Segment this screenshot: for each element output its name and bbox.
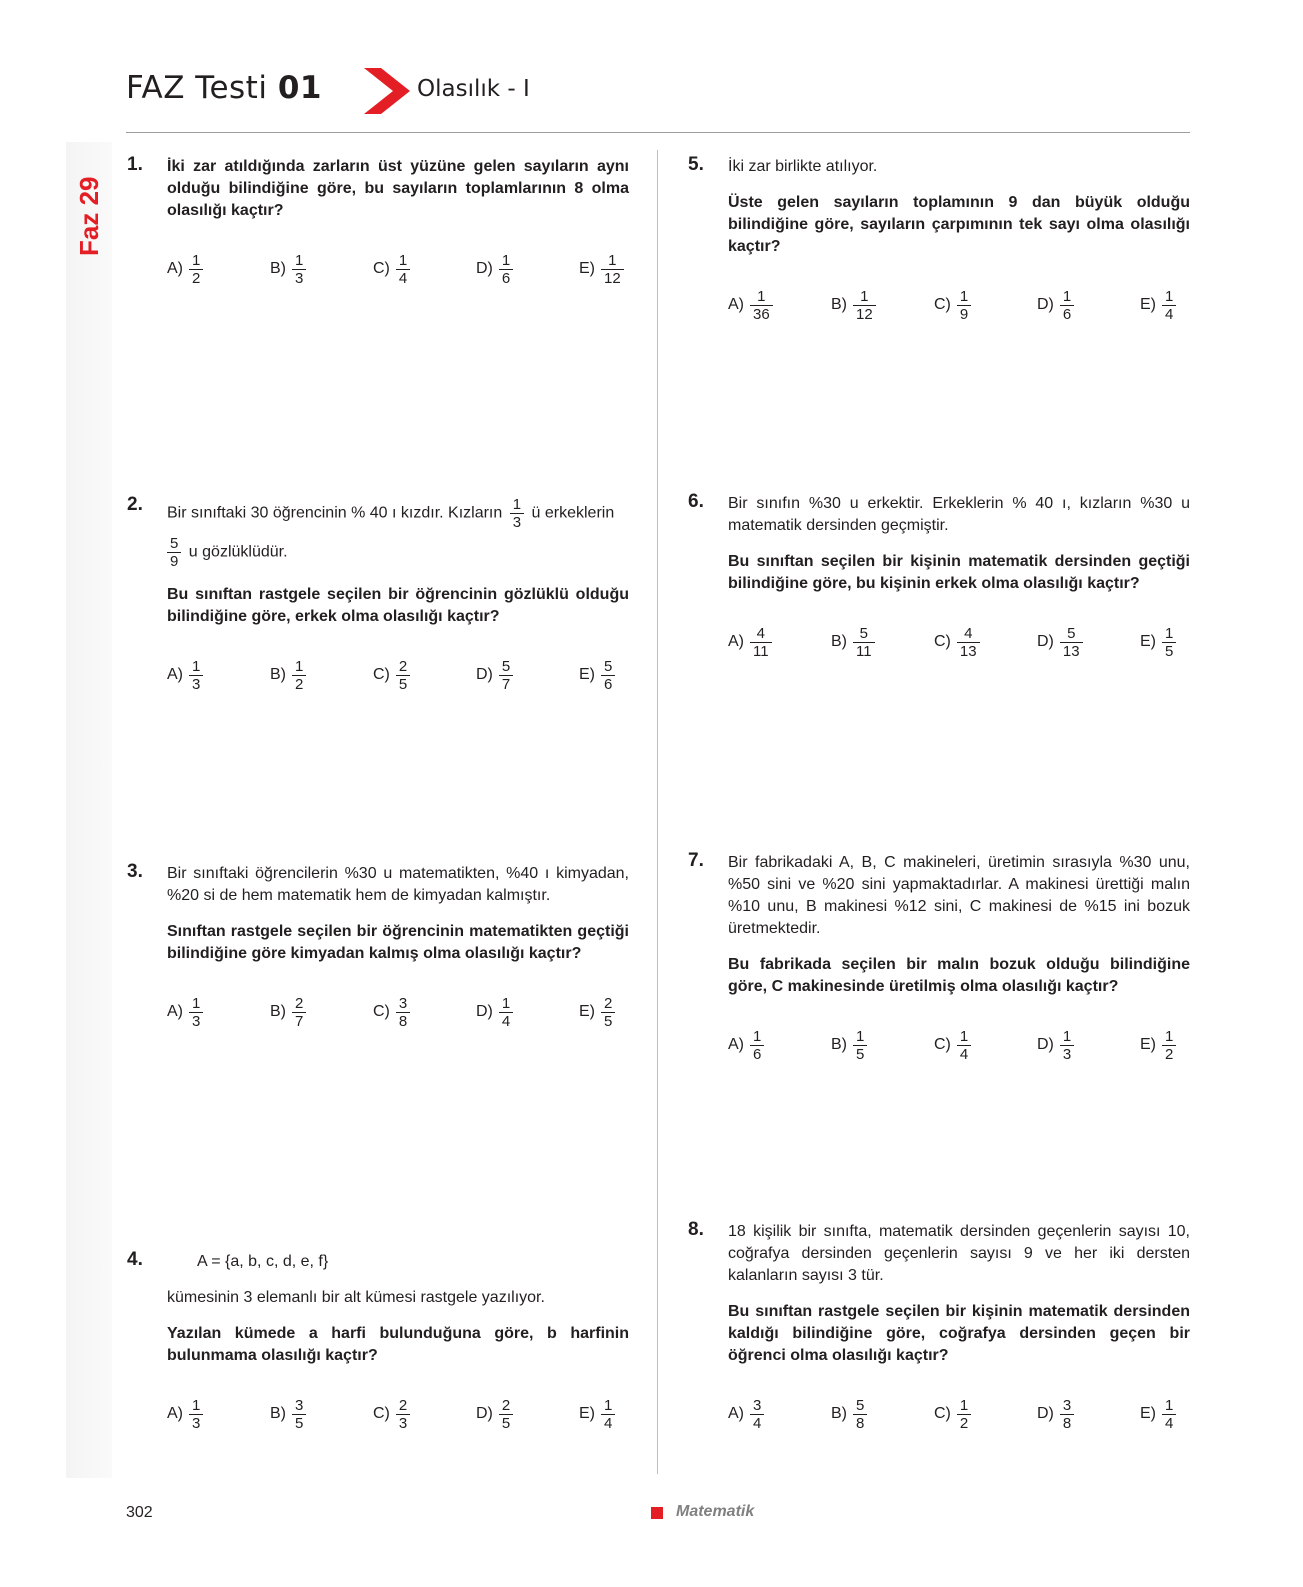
denominator: 4	[750, 1414, 764, 1432]
choice-label: E)	[1140, 633, 1156, 650]
denominator: 4	[499, 1012, 513, 1030]
denominator: 3	[1060, 1045, 1074, 1063]
numerator: 1	[295, 657, 304, 675]
numerator: 2	[604, 994, 613, 1012]
question-7	[688, 850, 1190, 1068]
choice-label: D)	[476, 260, 493, 277]
fraction	[1162, 625, 1176, 660]
denominator: 2	[1162, 1045, 1176, 1063]
answer-choice	[1037, 1391, 1074, 1437]
numerator: 5	[856, 1396, 865, 1414]
question-info: Bir sınıftaki öğrencilerin %30 u matematikten, %40 ı kimyadan, %20 si de hem matematik hem de kimyadan kalmıştır.	[167, 865, 629, 904]
denominator: 13	[957, 642, 980, 660]
answer-choice	[579, 989, 615, 1035]
denominator: 5	[499, 1414, 513, 1432]
denominator: 8	[853, 1414, 867, 1432]
fraction	[292, 1397, 306, 1432]
test-subtitle: Olasılık - I	[417, 76, 530, 102]
answer-choice	[934, 282, 971, 328]
choice-label: E)	[1140, 1036, 1156, 1053]
fraction	[1060, 288, 1074, 323]
numerator: 1	[959, 287, 969, 305]
denominator: 4	[1162, 305, 1176, 323]
fraction	[1060, 625, 1083, 660]
denominator: 3	[189, 1012, 203, 1030]
faz-side-label	[70, 150, 110, 260]
numerator: 1	[1165, 624, 1174, 642]
question-2	[127, 494, 629, 698]
denominator: 11	[750, 642, 772, 660]
fraction	[396, 658, 410, 693]
denominator: 36	[750, 305, 773, 323]
question-5	[688, 154, 1190, 328]
fraction	[1162, 288, 1176, 323]
answer-choice	[373, 652, 410, 698]
fraction	[853, 1397, 867, 1432]
question-info: Bir fabrikadaki A, B, C makineleri, üretimin sırasıyla %30 unu, %50 sini ve %20 sini yapmaktadırlar. A makinesi ürettiği malın %10 unu, B makinesi %12 sini, C makinesi de %15 ini bozuk üretmektedir.	[728, 854, 1190, 937]
denominator: 5	[853, 1045, 867, 1063]
numerator: 1	[501, 251, 511, 269]
numerator: 1	[192, 1396, 201, 1414]
answer-choice	[831, 1022, 867, 1068]
answer-choice	[934, 1391, 971, 1437]
denominator: 5	[292, 1414, 306, 1432]
denominator: 2	[189, 269, 203, 287]
choice-label: E)	[1140, 1405, 1156, 1422]
answer-choice	[831, 1391, 867, 1437]
choice-label: A)	[167, 1405, 183, 1422]
question-1	[127, 154, 629, 292]
denominator: 8	[396, 1012, 410, 1030]
fraction	[601, 252, 624, 287]
answer-choice	[1140, 1391, 1176, 1437]
question-text: Bu sınıftan seçilen bir kişinin matematik dersinden geçtiği bilindiğine göre, bu kişinin erkek olma olasılığı kaçtır?	[728, 553, 1190, 592]
choice-label: D)	[476, 666, 493, 683]
numerator: 1	[1062, 287, 1072, 305]
choice-label: E)	[579, 1405, 595, 1422]
fraction	[957, 288, 971, 323]
choice-label: C)	[934, 296, 951, 313]
denominator: 8	[1060, 1414, 1074, 1432]
numerator: 1	[1165, 1027, 1174, 1045]
fraction	[1162, 1397, 1176, 1432]
denominator: 6	[1060, 305, 1074, 323]
answer-choice	[1140, 619, 1176, 665]
answer-choice	[831, 282, 876, 328]
question-6	[688, 491, 1190, 665]
question-number: 8.	[688, 1219, 704, 1240]
denominator: 3	[189, 1414, 203, 1432]
fraction	[750, 288, 773, 323]
answer-choice	[579, 246, 624, 292]
numerator: 1	[856, 1027, 865, 1045]
answer-choice	[373, 989, 410, 1035]
question-text: Üste gelen sayıların toplamının 9 dan büyük olduğu bilindiğine göre, sayıların çarpımının tek sayı olma olasılığı kaçtır?	[728, 194, 1190, 255]
choice-label: A)	[728, 633, 744, 650]
answer-choice	[728, 282, 773, 328]
answer-choice	[270, 1391, 306, 1437]
denominator: 7	[499, 675, 513, 693]
answer-choice	[728, 1022, 764, 1068]
choice-label: E)	[1140, 296, 1156, 313]
numerator: 1	[192, 657, 201, 675]
answer-choice	[579, 1391, 615, 1437]
answer-choice	[1140, 1022, 1176, 1068]
denominator: 4	[957, 1045, 971, 1063]
question-number: 5.	[688, 154, 704, 175]
header-divider	[126, 132, 1190, 133]
choice-label: D)	[1037, 1036, 1054, 1053]
numerator: 2	[295, 994, 304, 1012]
numerator: 1	[192, 251, 201, 269]
answer-choice	[270, 989, 306, 1035]
answer-choice	[1037, 282, 1074, 328]
numerator: 5	[859, 624, 868, 642]
denominator: 9	[957, 305, 971, 323]
question-number: 2.	[127, 494, 143, 515]
choice-label: C)	[934, 633, 951, 650]
question-info: kümesinin 3 elemanlı bir alt kümesi rastgele yazılıyor.	[167, 1289, 545, 1306]
numerator: 1	[295, 251, 304, 269]
choice-label: A)	[167, 666, 183, 683]
numerator: 3	[753, 1396, 762, 1414]
question-text: Yazılan kümede a harfi bulunduğuna göre, b harfinin bulunmama olasılığı kaçtır?	[167, 1325, 629, 1364]
fraction	[396, 995, 410, 1030]
question-info: Bir sınıfın %30 u erkektir. Erkeklerin % 40 ı, kızların %30 u matematik dersinden geçmiştir.	[728, 495, 1190, 534]
fraction	[499, 995, 513, 1030]
fraction	[601, 658, 615, 693]
choice-label: B)	[831, 1405, 847, 1422]
denominator: 12	[601, 269, 624, 287]
test-number: 01	[277, 70, 322, 106]
question-text: Bu sınıftan rastgele seçilen bir kişinin matematik dersinden kaldığı bilindiğine göre, coğrafya dersinden geçen bir öğrenci olma olasılığı kaçtır?	[728, 1303, 1190, 1364]
column-divider	[657, 150, 658, 1474]
choice-label: D)	[476, 1003, 493, 1020]
fraction	[1162, 1028, 1176, 1063]
set-definition: A = {a, b, c, d, e, f}	[197, 1253, 329, 1270]
answer-choice	[728, 619, 772, 665]
answer-choice	[728, 1391, 764, 1437]
numerator: 1	[398, 251, 408, 269]
denominator: 3	[189, 675, 203, 693]
answer-choices	[167, 652, 629, 698]
fraction: $\frac{1}{3}$	[510, 496, 524, 531]
answer-choice	[476, 652, 513, 698]
choice-label: C)	[934, 1405, 951, 1422]
answer-choices	[728, 619, 1190, 665]
answer-choice	[167, 652, 203, 698]
numerator: 1	[608, 251, 617, 269]
fraction	[292, 658, 306, 693]
fraction	[957, 625, 980, 660]
question-number: 4.	[127, 1249, 143, 1270]
answer-choice	[373, 246, 410, 292]
choice-label: E)	[579, 666, 595, 683]
denominator: 5	[601, 1012, 615, 1030]
answer-choice	[476, 989, 513, 1035]
fraction	[189, 1397, 203, 1432]
numerator: 1	[192, 994, 201, 1012]
numerator: 1	[501, 994, 511, 1012]
fraction	[499, 1397, 513, 1432]
denominator: 6	[601, 675, 615, 693]
fraction	[189, 252, 203, 287]
answer-choice	[270, 652, 306, 698]
numerator: 3	[1062, 1396, 1072, 1414]
fraction	[750, 1028, 764, 1063]
choice-label: B)	[270, 666, 286, 683]
question-info: Bir sınıftaki 30 öğrencinin % 40 ı kızdır. Kızların $\frac{1}{3}$ ü erkeklerin	[167, 496, 615, 531]
answer-choices	[728, 282, 1190, 328]
choice-label: A)	[167, 260, 183, 277]
denominator: 7	[292, 1012, 306, 1030]
denominator: 5	[396, 675, 410, 693]
question-number: 6.	[688, 491, 704, 512]
numerator: 2	[501, 1396, 511, 1414]
choice-label: B)	[831, 296, 847, 313]
choice-label: A)	[728, 296, 744, 313]
numerator: 3	[398, 994, 408, 1012]
question-number: 7.	[688, 850, 704, 871]
answer-choices	[167, 989, 629, 1035]
answer-choice	[1037, 1022, 1074, 1068]
numerator: 1	[1165, 287, 1174, 305]
numerator: 5	[604, 657, 613, 675]
fraction	[853, 288, 876, 323]
numerator: 4	[756, 624, 765, 642]
answer-choices	[728, 1022, 1190, 1068]
denominator: 6	[499, 269, 513, 287]
question-text: Sınıftan rastgele seçilen bir öğrencinin matematikten geçtiği bilindiğine göre kimyadan kalmış olma olasılığı kaçtır?	[167, 923, 629, 962]
fraction	[1060, 1028, 1074, 1063]
answer-choice	[476, 246, 513, 292]
numerator: 1	[959, 1396, 969, 1414]
numerator: 5	[501, 657, 511, 675]
answer-choice	[934, 619, 980, 665]
chevron-right-icon	[364, 68, 410, 114]
question-8	[688, 1219, 1190, 1437]
choice-label: D)	[1037, 296, 1054, 313]
answer-choice	[831, 619, 875, 665]
numerator: 1	[959, 1027, 969, 1045]
question-text: Bu fabrikada seçilen bir malın bozuk olduğu bilindiğine göre, C makinesinde üretilmiş olma olasılığı kaçtır?	[728, 956, 1190, 995]
fraction	[750, 1397, 764, 1432]
answer-choices	[167, 246, 629, 292]
choice-label: E)	[579, 1003, 595, 1020]
question-info-2: $\frac{5}{9}$ u gözlüklüdür.	[167, 535, 629, 570]
denominator: 6	[750, 1045, 764, 1063]
choice-label: C)	[373, 666, 390, 683]
question-info: İki zar birlikte atılıyor.	[728, 158, 878, 175]
question-text: Bu sınıftan rastgele seçilen bir öğrencinin gözlüklü olduğu bilindiğine göre, erkek olma olasılığı kaçtır?	[167, 586, 629, 625]
fraction	[853, 1028, 867, 1063]
answer-choice	[476, 1391, 513, 1437]
denominator: 5	[1162, 642, 1176, 660]
answer-choice	[167, 246, 203, 292]
choice-label: A)	[167, 1003, 183, 1020]
choice-label: B)	[831, 633, 847, 650]
choice-label: B)	[831, 1036, 847, 1053]
answer-choice	[1037, 619, 1083, 665]
numerator: 2	[398, 657, 408, 675]
fraction	[957, 1028, 971, 1063]
fraction	[1060, 1397, 1074, 1432]
choice-label: C)	[373, 1405, 390, 1422]
denominator: 2	[957, 1414, 971, 1432]
choice-label: C)	[934, 1036, 951, 1053]
fraction	[750, 625, 772, 660]
numerator: 5	[1067, 624, 1076, 642]
denominator: 11	[853, 642, 875, 660]
fraction	[499, 252, 513, 287]
fraction	[396, 1397, 410, 1432]
answer-choices	[728, 1391, 1190, 1437]
choice-label: A)	[728, 1036, 744, 1053]
denominator: 13	[1060, 642, 1083, 660]
answer-choice	[1140, 282, 1176, 328]
numerator: 1	[1062, 1027, 1072, 1045]
question-number: 1.	[127, 154, 143, 175]
page-number: 302	[126, 1504, 153, 1521]
fraction	[396, 252, 410, 287]
denominator: 12	[853, 305, 876, 323]
choice-label: D)	[1037, 633, 1054, 650]
answer-choice	[373, 1391, 410, 1437]
fraction	[853, 625, 875, 660]
denominator: 4	[1162, 1414, 1176, 1432]
denominator: 3	[292, 269, 306, 287]
numerator: 4	[964, 624, 973, 642]
question-3	[127, 861, 629, 1035]
answer-choice	[934, 1022, 971, 1068]
choice-label: A)	[728, 1405, 744, 1422]
side-label-text: Faz 29	[74, 176, 104, 256]
numerator: 1	[753, 1027, 762, 1045]
test-title: FAZ Testi 01	[126, 70, 322, 106]
numerator: 1	[604, 1396, 613, 1414]
choice-label: B)	[270, 1405, 286, 1422]
subject-label: Matematik	[676, 1503, 755, 1520]
denominator: 4	[601, 1414, 615, 1432]
answer-choice	[167, 1391, 203, 1437]
denominator: 2	[292, 675, 306, 693]
choice-label: B)	[270, 260, 286, 277]
footer-square-icon	[651, 1507, 663, 1519]
side-strip	[66, 142, 112, 1478]
numerator: 1	[1165, 1396, 1174, 1414]
fraction	[601, 995, 615, 1030]
choice-label: D)	[1037, 1405, 1054, 1422]
question-4	[127, 1249, 629, 1437]
question-text: İki zar atıldığında zarların üst yüzüne gelen sayıların aynı olduğu bilindiğine göre, bu sayıların toplamlarının 8 olma olasılığı kaçtır?	[167, 158, 629, 219]
choice-label: E)	[579, 260, 595, 277]
fraction	[292, 995, 306, 1030]
answer-choice	[167, 989, 203, 1035]
answer-choice	[270, 246, 306, 292]
fraction	[601, 1397, 615, 1432]
fraction	[189, 658, 203, 693]
answer-choices	[167, 1391, 629, 1437]
choice-label: C)	[373, 1003, 390, 1020]
numerator: 2	[398, 1396, 408, 1414]
numerator: 3	[295, 1396, 304, 1414]
fraction: $\frac{5}{9}$	[167, 535, 181, 570]
fraction	[957, 1397, 971, 1432]
fraction	[292, 252, 306, 287]
answer-choice	[579, 652, 615, 698]
choice-label: B)	[270, 1003, 286, 1020]
fraction	[189, 995, 203, 1030]
numerator: 1	[757, 287, 766, 305]
denominator: 3	[396, 1414, 410, 1432]
fraction	[499, 658, 513, 693]
choice-label: D)	[476, 1405, 493, 1422]
denominator: 4	[396, 269, 410, 287]
question-number: 3.	[127, 861, 143, 882]
choice-label: C)	[373, 260, 390, 277]
question-info: 18 kişilik bir sınıfta, matematik dersinden geçenlerin sayısı 10, coğrafya dersinden geçenlerin sayısı 9 ve her iki dersten kalanların sayısı 3 tür.	[728, 1223, 1190, 1284]
numerator: 1	[860, 287, 869, 305]
